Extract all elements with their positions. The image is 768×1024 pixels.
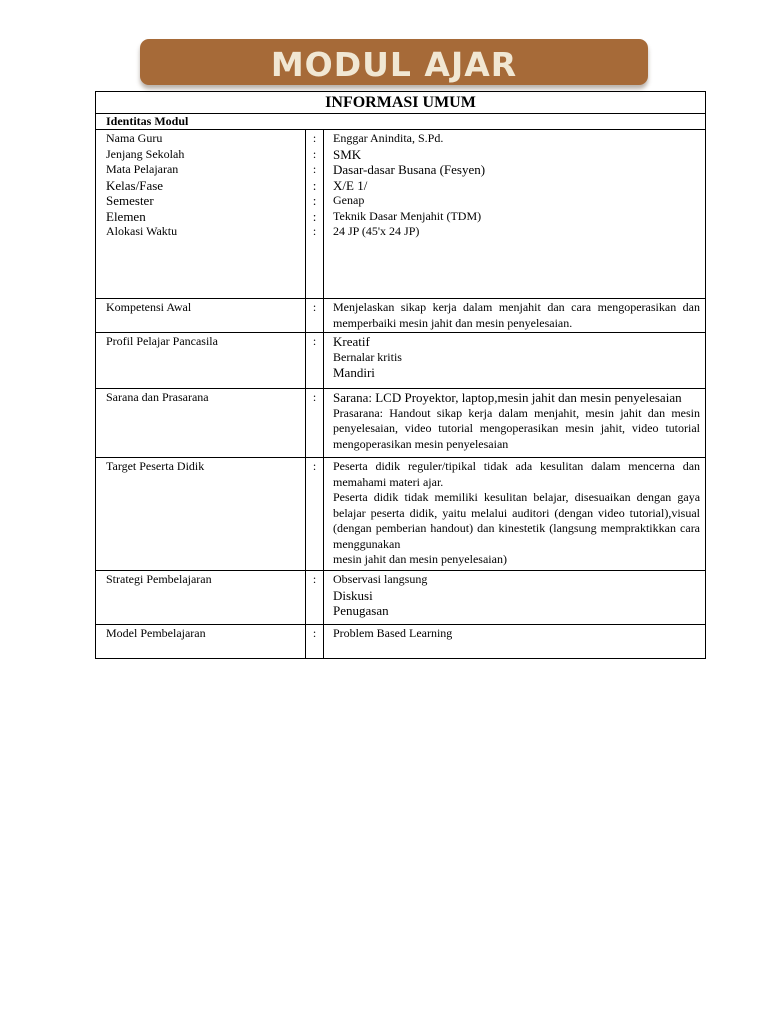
identity-colons bbox=[306, 130, 324, 299]
target-mesin-text: mesin jahit dan mesin penyelesaian) bbox=[333, 552, 507, 566]
section-header-row bbox=[96, 114, 706, 130]
colon: : bbox=[306, 333, 324, 389]
value-semester: Genap bbox=[333, 193, 365, 207]
value-kelas-fase: X/E 1/ bbox=[333, 177, 368, 193]
value-elemen: Teknik Dasar Menjahit (TDM) bbox=[333, 208, 482, 223]
sarana-text: Sarana: LCD Proyektor, laptop,mesin jahit dan mesin penyelesaian bbox=[333, 390, 682, 405]
label-semester: Semester bbox=[106, 193, 154, 208]
label-kelas-fase: Kelas/Fase bbox=[106, 177, 164, 193]
colon: : bbox=[312, 177, 317, 193]
colon: : bbox=[312, 224, 317, 238]
colon: : bbox=[306, 571, 324, 625]
colon: : bbox=[312, 208, 317, 224]
value-nama-guru: Enggar Anindita, S.Pd. bbox=[333, 131, 444, 145]
colon: : bbox=[306, 389, 324, 458]
value-alokasi-waktu: 24 JP (45'x 24 JP) bbox=[333, 224, 420, 238]
strategi-item-diskusi: Diskusi bbox=[333, 587, 373, 603]
identity-labels bbox=[96, 130, 306, 299]
strategi-item-observasi: Observasi langsung bbox=[333, 572, 428, 586]
colon: : bbox=[306, 625, 324, 659]
label-alokasi-waktu: Alokasi Waktu bbox=[106, 224, 178, 238]
colon: : bbox=[306, 458, 324, 571]
colon: : bbox=[306, 299, 324, 333]
target-gaya-belajar-text: Peserta didik tidak memiliki kesulitan belajar, disesuaikan dengan gaya belajar peserta didik, yaitu melalui auditori (dengan video tutorial),visual (dengan pemberian handout) dan kinestetik (langsung mempraktikkan cara menggunakan bbox=[333, 490, 701, 551]
kompetensi-awal-value: Menjelaskan sikap kerja dalam menjahit dan cara mengoperasikan dan memperbaiki mesin jahit dan mesin penyelesaian. bbox=[324, 299, 706, 333]
model-pembelajaran-value: Problem Based Learning bbox=[324, 625, 706, 659]
colon: : bbox=[312, 131, 317, 145]
value-jenjang-sekolah: SMK bbox=[333, 146, 362, 162]
profil-pelajar-label: Profil Pelajar Pancasila bbox=[96, 333, 306, 389]
strategi-item-penugasan: Penugasan bbox=[333, 603, 389, 618]
sarana-prasarana-values bbox=[324, 389, 706, 458]
colon: : bbox=[312, 162, 317, 176]
sarana-prasarana-label: Sarana dan Prasarana bbox=[96, 389, 306, 458]
identity-row bbox=[96, 130, 706, 299]
profil-item-mandiri: Mandiri bbox=[333, 365, 375, 380]
target-peserta-values bbox=[324, 458, 706, 571]
section-heading: Identitas Modul bbox=[96, 114, 706, 130]
model-pembelajaran-row bbox=[96, 625, 706, 659]
module-title: MODUL AJAR bbox=[270, 44, 518, 84]
profil-item-bernalar-kritis: Bernalar kritis bbox=[333, 349, 402, 364]
colon: : bbox=[312, 146, 317, 161]
kompetensi-awal-label: Kompetensi Awal bbox=[96, 299, 306, 333]
module-title-banner bbox=[140, 39, 648, 85]
prasarana-text: Prasarana: Handout sikap kerja dalam menjahit, mesin jahit dan mesin penyelesaian, video tutorial mengoperasikan mesin jahit, video tutorial mengoperasikan mesin penyelesaian bbox=[333, 405, 701, 451]
kompetensi-awal-row bbox=[96, 299, 706, 333]
label-jenjang-sekolah: Jenjang Sekolah bbox=[106, 146, 185, 161]
table-title-row bbox=[96, 92, 706, 114]
target-peserta-label: Target Peserta Didik bbox=[96, 458, 306, 571]
label-nama-guru: Nama Guru bbox=[106, 131, 163, 145]
profil-pelajar-values bbox=[324, 333, 706, 389]
colon: : bbox=[312, 193, 317, 208]
profil-item-kreatif: Kreatif bbox=[333, 334, 370, 349]
strategi-pembelajaran-label: Strategi Pembelajaran bbox=[96, 571, 306, 625]
target-peserta-row bbox=[96, 458, 706, 571]
strategi-pembelajaran-row bbox=[96, 571, 706, 625]
target-reguler-text: Peserta didik reguler/tipikal tidak ada kesulitan dalam mencerna dan memahami materi ajar. bbox=[333, 459, 701, 489]
value-mata-pelajaran: Dasar-dasar Busana (Fesyen) bbox=[333, 162, 486, 177]
strategi-pembelajaran-values bbox=[324, 571, 706, 625]
label-mata-pelajaran: Mata Pelajaran bbox=[106, 162, 179, 176]
model-pembelajaran-label: Model Pembelajaran bbox=[96, 625, 306, 659]
profil-pelajar-row bbox=[96, 333, 706, 389]
sarana-prasarana-row bbox=[96, 389, 706, 458]
general-info-table bbox=[95, 91, 706, 659]
label-elemen: Elemen bbox=[106, 208, 146, 224]
table-title: INFORMASI UMUM bbox=[96, 92, 706, 114]
identity-values bbox=[324, 130, 706, 299]
